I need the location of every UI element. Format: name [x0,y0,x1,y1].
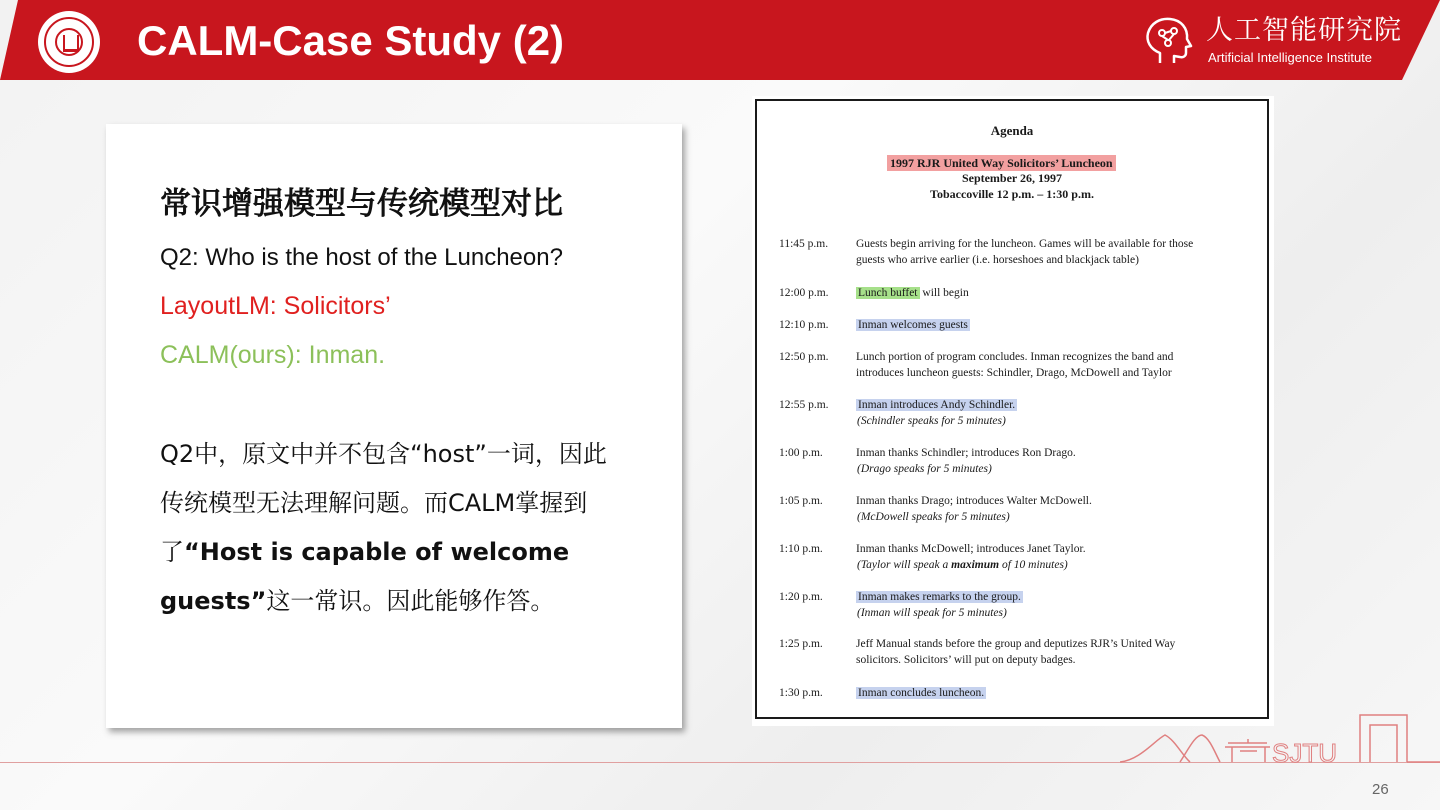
seal-ring-icon [44,17,94,67]
agenda-note: (Inman will speak for 5 minutes) [857,607,1007,619]
explanation-part-1: Q2中，原文中并不包含“host”一词，因此传统模型无法理解问题。而CALM掌握到了 [160,440,607,566]
agenda-note [857,557,1068,573]
agenda-time: 11:45 p.m. [779,238,829,250]
ai-brain-icon [1140,13,1196,69]
agenda-text [856,317,970,333]
agenda-text: Inman thanks Schindler; introduces Ron Drago. [856,447,1076,459]
seal-emblem-icon [55,28,83,56]
card-heading: 常识增强模型与传统模型对比 [160,186,563,222]
agenda-time: 12:10 p.m. [779,319,829,331]
comparison-card [106,124,682,728]
agenda-text: introduces luncheon guests: Schindler, Drago, McDowell and Taylor [856,367,1172,379]
page-number: 26 [1372,781,1389,798]
highlight-blue: Inman concludes luncheon. [858,687,985,699]
agenda-text: Inman thanks McDowell; introduces Janet Taylor. [856,543,1086,555]
highlight-blue: Inman introduces Andy Schindler. [858,399,1016,411]
agenda-event: 1997 RJR United Way Solicitors’ Luncheon [887,155,1116,171]
explanation-text [160,430,630,626]
institute-name-en: Artificial Intelligence Institute [1208,50,1373,65]
agenda-text-rest: will begin [919,287,969,299]
agenda-time: 12:55 p.m. [779,399,829,411]
layoutlm-answer: LayoutLM: Solicitors’ [160,292,391,320]
question-text: Q2: Who is the host of the Luncheon? [160,244,563,271]
note-part: of 10 minutes) [999,559,1068,571]
agenda-text: Inman thanks Drago; introduces Walter McDowell. [856,495,1092,507]
agenda-time: 1:10 p.m. [779,543,823,555]
agenda-time: 1:25 p.m. [779,638,823,650]
agenda-time: 12:00 p.m. [779,287,829,299]
agenda-text [856,285,969,301]
explanation-bold-quote: “Host is capable of welcome guests” [160,538,570,615]
slide-title: CALM-Case Study (2) [137,17,565,64]
agenda-note: (Schindler speaks for 5 minutes) [857,415,1006,427]
agenda-document-image [752,96,1274,726]
agenda-time: 1:20 p.m. [779,591,823,603]
agenda-time: 12:50 p.m. [779,351,829,363]
agenda-title: Agenda [990,123,1034,138]
agenda-text: Jeff Manual stands before the group and deputizes RJR’s United Way [856,638,1176,650]
agenda-note: (McDowell speaks for 5 minutes) [857,511,1010,523]
agenda-text [856,589,1023,605]
agenda-text: Lunch portion of program concludes. Inman recognizes the band and [856,351,1174,363]
agenda-place: Tobaccoville 12 p.m. – 1:30 p.m. [930,187,1094,201]
agenda-date: September 26, 1997 [961,171,1063,185]
agenda-text: solicitors. Solicitors’ will put on deputy badges. [856,654,1076,666]
note-bold: maximum [951,559,1000,571]
agenda-time: 1:05 p.m. [779,495,823,507]
highlight-green: Lunch buffet [858,287,918,299]
agenda-text [856,685,986,701]
university-seal-logo [38,11,100,73]
explanation-part-2: 这一常识。因此能够作答。 [266,587,555,615]
agenda-text: guests who arrive earlier (i.e. horseshoes and blackjack table) [856,254,1139,266]
agenda-note: (Drago speaks for 5 minutes) [857,463,992,475]
highlight-blue: Inman makes remarks to the group. [858,591,1021,603]
agenda-text [856,397,1017,413]
calm-answer: CALM(ours): Inman. [160,341,386,369]
highlight-blue: Inman welcomes guests [858,319,968,331]
note-part: (Taylor will speak a [857,559,952,571]
agenda-time: 1:30 p.m. [779,687,823,699]
agenda-text: Guests begin arriving for the luncheon. Games will be available for those [856,238,1194,250]
institute-name-cn: 人工智能研究院 [1206,15,1402,46]
sjtu-gate-logo [1120,705,1440,775]
agenda-time: 1:00 p.m. [779,447,823,459]
sjtu-logo-text: SJTU [1272,738,1337,768]
agenda-frame [755,99,1269,719]
